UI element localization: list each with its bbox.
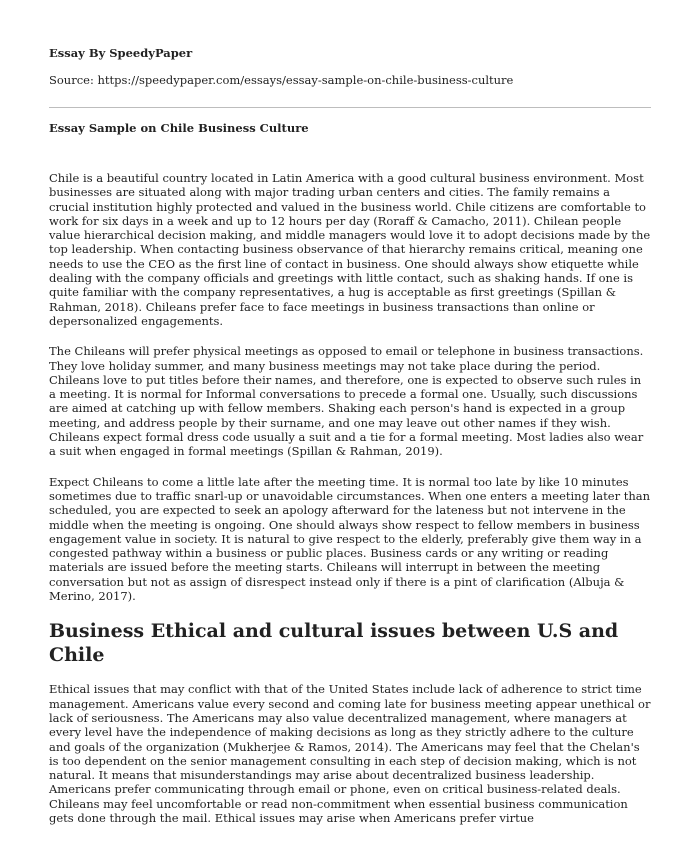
site-name: Essay By SpeedyPaper [49, 46, 193, 60]
essay-body [49, 171, 651, 841]
section-heading: Business Ethical and cultural issues between U.S and Chile [49, 620, 619, 667]
divider [49, 107, 651, 108]
source-line: Source: https://speedypaper.com/essays/essay-sample-on-chile-business-culture [49, 73, 514, 87]
paragraph: Ethical issues that may conflict with that of the United States include lack of adherence to strict time management. Americans value every second and coming late for business meeting appear unethical or lack of seriousness. The Americans may also value decentralized management, where managers at every level have the independence of making decisions as long as they strictly adhere to the culture and goals of the organization (Mukherjee & Ramos, 2014). The Americans may feel that the Chelan's is too dependent on the senior management consulting in each step of decision making, which is not natural. It means that misunderstandings may arise about decentralized business leadership. Americans prefer communicating through email or phone, even on critical business-related deals. Chileans may feel uncomfortable or read non-commitment when essential business communication gets done through the mail. Ethical issues may arise when Americans prefer virtue [49, 682, 651, 825]
essay-title: Essay Sample on Chile Business Culture [49, 121, 309, 135]
paragraph: Chile is a beautiful country located in Latin America with a good cultural business environment. Most businesses are situated along with major trading urban centers and cities. The family remains a crucial institution highly protected and valued in the business world. Chile citizens are comfortable to work for six days in a week and up to 12 hours per day (Roraff & Camacho, 2011). Chilean people value hierarchical decision making, and middle managers would love it to adopt decisions made by the top leadership. When contacting business observance of that hierarchy remains critical, meaning one needs to use the CEO as the first line of contact in business. One should always show etiquette while dealing with the company officials and greetings with little contact, such as shaking hands. If one is quite familiar with the company representatives, a hug is acceptable as first greetings (Spillan & Rahman, 2018). Chileans prefer face to face meetings in business transactions than online or depersonalized engagements. [49, 171, 651, 328]
paragraph: The Chileans will prefer physical meetings as opposed to email or telephone in business transactions. They love holiday summer, and many business meetings may not take place during the period. Chileans love to put titles before their names, and therefore, one is expected to observe such rules in a meeting. It is normal for Informal conversations to precede a formal one. Usually, such discussions are aimed at catching up with fellow members. Shaking each person's hand is expected in a group meeting, and address people by their surname, and one may leave out other names if they wish. Chileans expect formal dress code usually a suit and a tie for a formal meeting. Most ladies also wear a suit when engaged in formal meetings (Spillan & Rahman, 2019). [49, 344, 644, 459]
paragraph: Expect Chileans to come a little late after the meeting time. It is normal too late by like 10 minutes sometimes due to traffic snarl-up or unavoidable circumstances. When one enters a meeting later than scheduled, you are expected to seek an apology afterward for the lateness but not intervene in the middle when the meeting is ongoing. One should always show respect to fellow members in business engagement value in society. It is natural to give respect to the elderly, preferably give them way in a congested pathway within a business or public places. Business cards or any writing or reading materials are issued before the meeting starts. Chileans will interrupt in between the meeting conversation but not as assign of disrespect instead only if there is a pint of clarification (Albuja & Merino, 2017). [49, 474, 651, 604]
